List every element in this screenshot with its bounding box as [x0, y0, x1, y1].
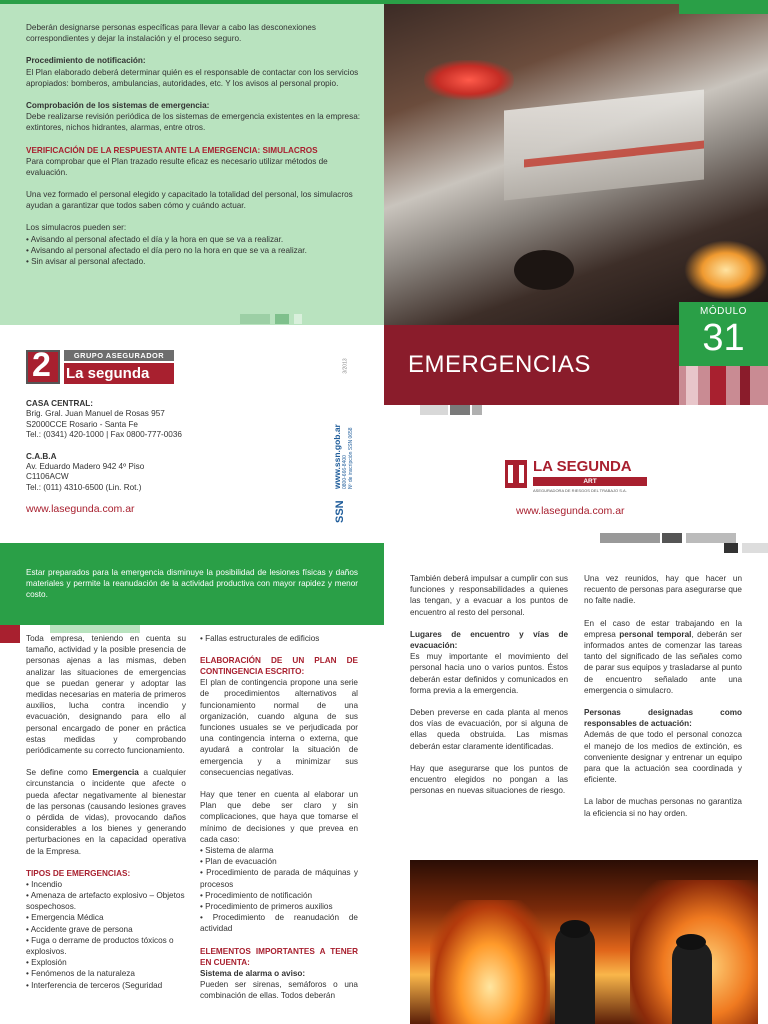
subheading: Personas designadas como responsables de actuación: [584, 708, 742, 729]
cover-title: EMERGENCIAS [408, 351, 591, 378]
list-item: • Emergencia Médica [26, 912, 186, 923]
print-code: 3/2013 [342, 358, 349, 374]
list-item: • Procedimiento de notificación [200, 890, 358, 901]
list-item: • Incendio [26, 879, 186, 890]
simulacros-list [26, 234, 362, 268]
tipos-list [26, 879, 186, 991]
address-line: Tel.: (011) 4310-6500 (Lin. Rot.) [26, 482, 142, 492]
list-item: • Procedimiento de primeros auxilios [200, 901, 358, 912]
list-item: • Explosión [26, 957, 186, 968]
paragraph: Una vez reunidos, hay que hacer un recuento de personas para asegurarse que no falte nadie. [584, 574, 742, 606]
heading-elementos: ELEMENTOS IMPORTANTES A TENER EN CUENTA: [200, 946, 358, 967]
list-item: • Fenómenos de la naturaleza [26, 968, 186, 979]
column-4 [584, 573, 742, 819]
website-link[interactable]: www.lasegunda.com.ar [26, 503, 135, 515]
logo-numeral: 2 [32, 346, 51, 384]
heading-simulacros: VERIFICACIÓN DE LA RESPUESTA ANTE LA EMERGENCIA: SIMULACROS [26, 145, 318, 155]
address-line: Brig. Gral. Juan Manuel de Rosas 957 [26, 409, 165, 418]
ssn-phone: 0800-666-8400 [342, 455, 348, 489]
list-item: • Avisando al personal afectado el día pero no la hora en que se va a realizar. [26, 245, 362, 256]
brand-block [0, 325, 384, 535]
art-tag: ART [533, 477, 647, 486]
caba-title: C.A.B.A [26, 451, 57, 461]
subheading: Lugares de encuentro y vías de evacuación: [410, 629, 568, 651]
paragraph: El Plan elaborado deberá determinar quién es el responsable de contactar con los servicios apropiados: bomberos, ambulancias, autoridades, etc. Y los avisos al personal propio. [26, 67, 359, 88]
cover-website-link[interactable]: www.lasegunda.com.ar [516, 505, 625, 517]
ambulance-photo [384, 0, 768, 325]
ssn-web: www.ssn.gob.ar [332, 424, 342, 489]
modulo-label: MÓDULO [700, 306, 747, 317]
ssn-logo: SSN [334, 500, 346, 523]
art-logo [505, 458, 655, 498]
column-2 [200, 633, 358, 1001]
paragraph: Una vez formado el personal elegido y capacitado la totalidad del personal, los simulacros ayudan a garantizar que todos saben cómo y cuándo actuar. [26, 190, 353, 211]
cover-title-band [384, 325, 679, 405]
intro-box [0, 543, 384, 625]
top-left-panel [0, 0, 384, 325]
address-line: Av. Eduardo Madero 942 4º Piso [26, 461, 145, 471]
column-3 [410, 573, 568, 796]
heading: Comprobación de los sistemas de emergencia: [26, 101, 210, 111]
casa-central-title: CASA CENTRAL: [26, 399, 94, 408]
modulo-number: 31 [702, 317, 745, 359]
art-subtitle: ASEGURADORA DE RIESGOS DEL TRABAJO S.A. [533, 488, 627, 493]
ssn-reg: Nº de inscripción SSN 0658 [348, 427, 354, 489]
paragraph: Deberán designarse personas específicas para llevar a cabo las desconexiones correspondientes y dejar la instalación y el proceso seguro. [26, 23, 316, 44]
list-item: • Accidente grave de persona [26, 924, 186, 935]
heading-plan: ELABORACIÓN DE UN PLAN DE CONTINGENCIA ESCRITO: [200, 656, 358, 677]
logo-name: La segunda [64, 363, 174, 384]
paragraph: Debe realizarse revisión periódica de los sistemas de emergencia existentes en la empresa: extintores, nichos hidrantes, alarmas, entre otros. [26, 112, 361, 133]
paragraph: La labor de muchas personas no garantiza la eficiencia si no hay orden. [584, 797, 742, 818]
list-item: • Plan de evacuación [200, 856, 358, 867]
paragraph: Pueden ser sirenas, semáforos o una combinación de ellas. Todos deberán [200, 979, 358, 1001]
list-item: • Sin avisar al personal afectado. [26, 256, 362, 267]
heading-tipos: TIPOS DE EMERGENCIAS: [26, 868, 131, 878]
list-item: • Avisando al personal afectado el día y la hora en que se va a realizar. [26, 234, 362, 245]
paragraph: El plan de contingencia propone una serie de procedimientos alternativos al funcionamiento normal de una organización, cuando alguna de sus funciones usuales se ve perjudicada por una contingencia interna o externa, que ayudará a controlar la situación de emergencia y a minimizar sus consecuencias negativas. [200, 678, 358, 777]
address-line: Tel.: (0341) 420-1000 | Fax 0800-777-0036 [26, 430, 182, 439]
paragraph: Los simulacros pueden ser: [26, 223, 127, 233]
paragraph: Para comprobar que el Plan trazado resulte eficaz es necesario utilizar métodos de evaluación. [26, 156, 328, 177]
list-item: • Sistema de alarma [200, 845, 358, 856]
list-item: • Amenaza de artefacto explosivo – Objetos sospechosos. [26, 890, 186, 912]
paragraph: También deberá impulsar a cumplir con sus funciones y responsabilidades a quienes las tengan, y a evacuar a los puntos de encuentro al resto del personal. [410, 574, 568, 617]
address-line: C1106ACW [26, 472, 69, 481]
la-segunda-logo [26, 346, 174, 386]
list-item: • Fallas estructurales de edificios [200, 633, 358, 644]
plan-list [200, 845, 358, 935]
paragraph: Hay que asegurarse que los puntos de encuentro elegidos no pongan a las personas en nuevas situaciones de riesgo. [410, 763, 568, 796]
modulo-badge [679, 302, 768, 366]
firefighters-photo [410, 860, 758, 1024]
ssn-strip [332, 395, 364, 523]
paragraph: Es muy importante el movimiento del personal hacia uno o varios puntos. Éstos deberán estar definidos y comunicados en forma previa a la emergencia. [410, 652, 568, 695]
logo-grupo: GRUPO ASEGURADOR [64, 350, 174, 361]
list-item: • Fuga o derrame de productos tóxicos o explosivos. [26, 935, 186, 957]
art-name: LA SEGUNDA [533, 458, 632, 475]
list-item: • Procedimiento de parada de máquinas y procesos [200, 867, 358, 889]
subheading: Sistema de alarma o aviso: [200, 968, 306, 978]
heading: Procedimiento de notificación: [26, 56, 146, 66]
paragraph: En el caso de estar trabajando en la empresa personal temporal, deberán ser informados antes de comenzar las tareas tanto del significado de las señales como de parar sus equipos y trasladarse al punto de encuentro señalado ante una emergencia o simulacro. [584, 618, 742, 695]
list-item: • Interferencia de terceros (Seguridad [26, 980, 186, 991]
paragraph: Se define como Emergencia a cualquier circunstancia o incidente que afecte o pueda afectar negativamente al bienestar de las personas (causando lesiones graves o pérdida de vidas), provocando daños considerables a los bienes y generando perturbaciones en la capacidad operativa de la Empresa. [26, 768, 186, 856]
paragraph: Toda empresa, teniendo en cuenta su tamaño, actividad y la posible presencia de personas ajenas a las mismas, deben analizar las situaciones de emergencias que se puedan generar y adoptar las medidas necesarias en materia de primeros auxilios, lucha contra incendio y evacuación, designando para ello al personal encargado de poner en práctica estas medidas y comprobando periódicamente su correcto funcionamiento. [26, 634, 186, 756]
address-line: S2000CCE Rosario - Santa Fe [26, 419, 138, 429]
intro-text: Estar preparados para la emergencia disminuye la posibilidad de lesiones físicas y daños materiales y permite la reanudación de la actividad productiva con mayor rapidez y menor costo. [26, 568, 358, 600]
paragraph: Deben preverse en cada planta al menos dos vías de evacuación, por si alguna de ellas queda obstruida. Las mismas deberán estar claramente identificadas. [410, 708, 568, 751]
column-1 [26, 633, 186, 991]
paragraph: Además de que todo el personal conozca el manejo de los medios de extinción, es conveniente designar y entrenar un equipo para que la actuación sea coordinada y eficiente. [584, 730, 742, 785]
list-item: • Procedimiento de reanudación de actividad [200, 912, 358, 934]
paragraph: Hay que tener en cuenta al elaborar un Plan que debe ser claro y sin complicaciones, que haya que tomarse el mínimo de decisiones y que prevea en cada caso: [200, 790, 358, 844]
